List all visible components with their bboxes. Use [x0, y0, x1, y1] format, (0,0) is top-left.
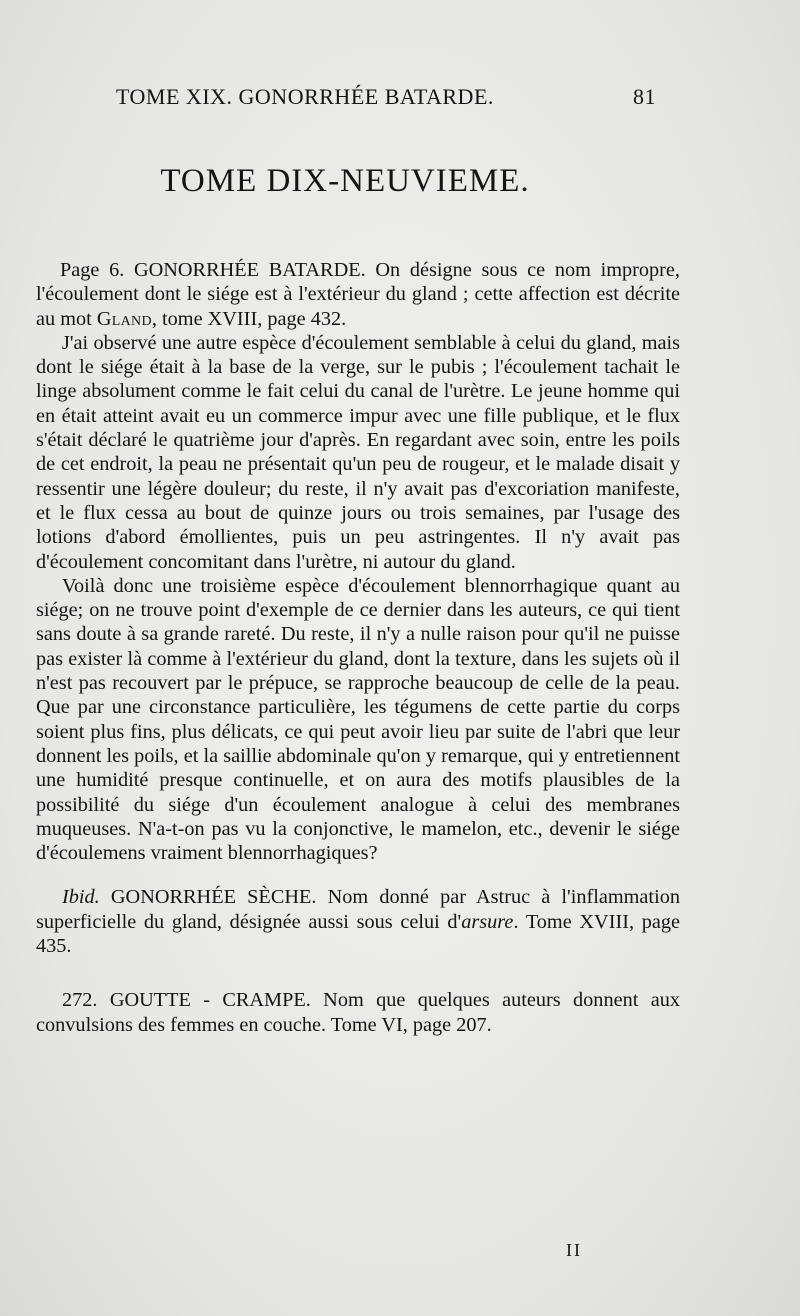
entry-text: Nom que quelques auteurs donnent aux convulsions des femmes en couche. Tome VI, page 207. — [36, 989, 680, 1036]
signature-mark: II — [566, 1240, 582, 1260]
running-head — [116, 84, 656, 110]
cross-reference: Gland — [96, 307, 152, 330]
entry-heading: Page 6. GONORRHÉE BATARDE. — [60, 259, 366, 281]
body-text — [36, 258, 680, 1037]
entry-ibid: Ibid. — [62, 886, 100, 909]
entry-reference: , tome XVIII, page 432. — [151, 307, 347, 330]
entry-gonorrhee-seche — [36, 885, 680, 958]
entry-reference: . Tome XVIII, page 435. — [36, 910, 680, 958]
paragraph-observation: J'ai observé une autre espèce d'écoulement semblable à celui du gland, mais dont le siége était à la base de la verge, sur le pubis ; l'écoulement tachait le linge absolument comme le fait celui du canal de l'urètre. Le jeune homme qui en était atteint avait eu un commerce impur avec une fille publique, et le flux s'était déclaré le quatrième jour d'après. En regardant avec soin, entre les poils de cet endroit, la peau ne présentait qu'un peu de rougeur, et le malade disait y ressentir une légère douleur; du reste, il n'y avait pas d'excoriation manifeste, et le flux cessa au bout de quinze jours ou trois semaines, par l'usage des lotions d'abord émollientes, puis un peu astringentes. Il n'y avait pas d'écoulement concomitant dans l'urètre, ni autour du gland. — [36, 331, 680, 573]
paragraph-discussion: Voilà donc une troisième espèce d'écoulement blennorrhagique quant au siége; on ne trouve point d'exemple de ce dernier dans les auteurs, ce qui tient sans doute à sa grande rareté. Du reste, il n'y a nulle raison pour qu'il ne puisse pas exister là comme à l'extérieur du gland, dont la texture, dans les sujets où il n'est pas recouvert par le prépuce, se rapproche beaucoup de celle de la peau. Que par une circonstance particulière, les tégumens de cette partie du corps soient plus fins, plus délicats, ce qui peut avoir lieu par suite de l'abri que leur donnent les poils, et la saillie abdominale qu'on y remarque, qui y entretiennent une humidité presque continuelle, et on aura des motifs plausibles de la possibilité du siége d'un écoulement analogue à celui des membranes muqueuses. N'a-t-on pas vu la conjonctive, le mamelon, etc., devenir le siége d'écoulemens vraiment blennorrhagiques? — [36, 574, 680, 865]
entry-gonorrhee-batarde — [36, 258, 680, 331]
entry-text: On désigne sous ce nom impropre, l'écoulement dont le siége est à l'extérieur du gland ; cette affection est décrite au mot — [36, 259, 680, 330]
section-title: TOME DIX-NEUVIEME. — [160, 163, 530, 199]
entry-italic-term: arsure — [461, 910, 514, 933]
entry-heading: 272. GOUTTE - CRAMPE. — [62, 989, 311, 1012]
running-head-title: TOME XIX. GONORRHÉE BATARDE. — [116, 84, 494, 109]
page-number: 81 — [633, 84, 656, 109]
entry-heading: GONORRHÉE SÈCHE. — [99, 886, 317, 909]
entry-text: Nom donné par Astruc à l'inflammation superficielle du gland, désignée aussi sous celui d' — [36, 886, 680, 933]
entry-goutte-crampe — [36, 988, 680, 1037]
